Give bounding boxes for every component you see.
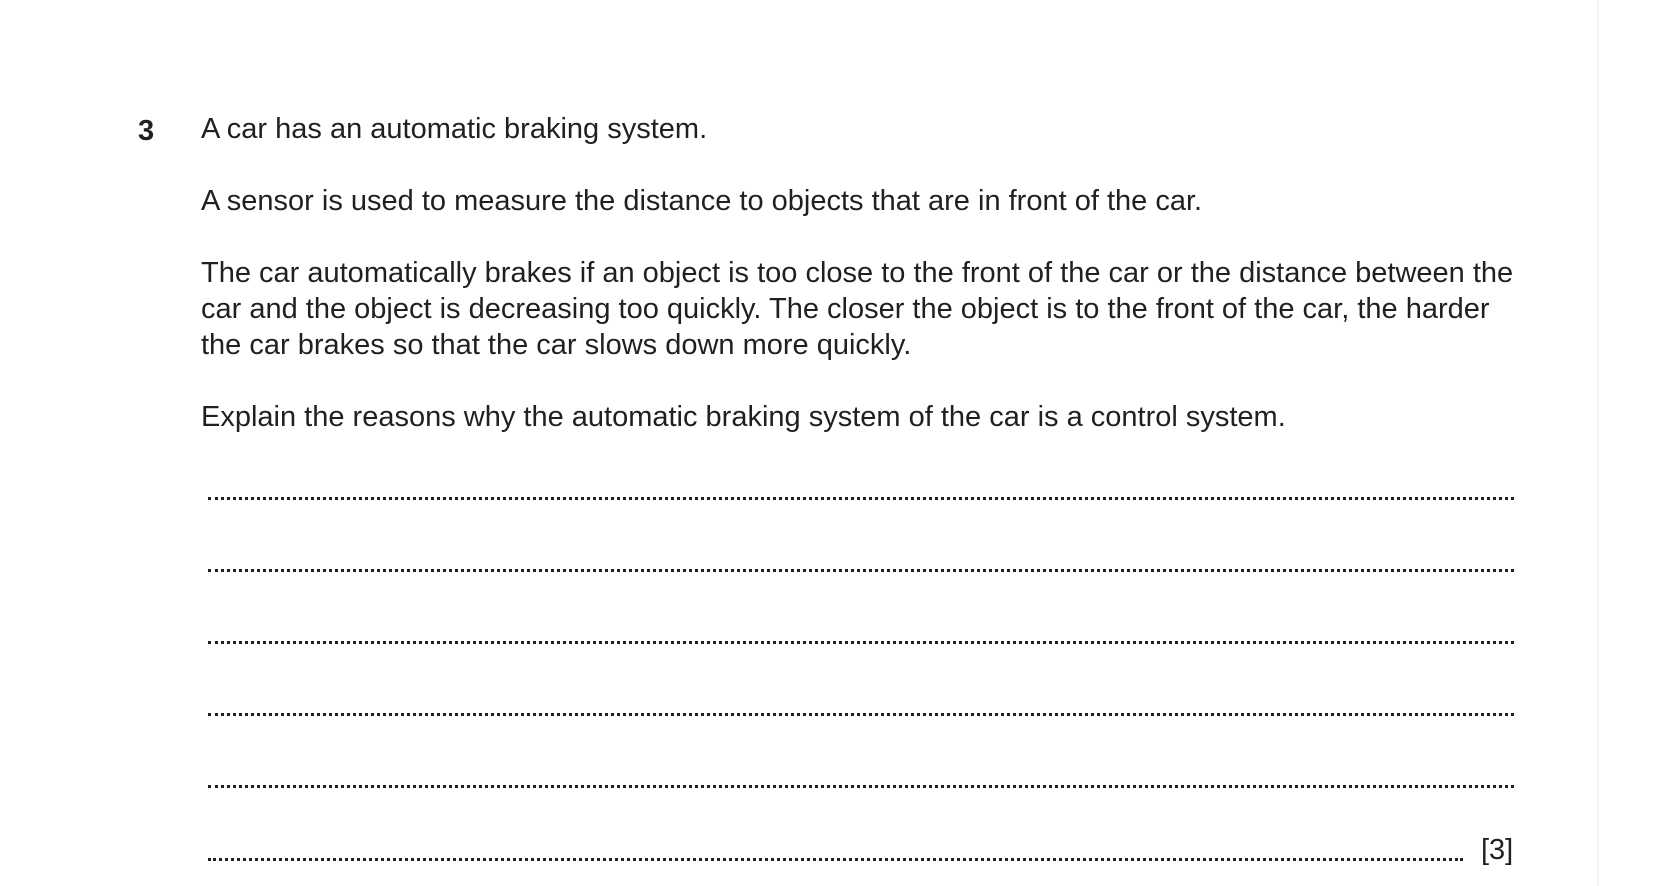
page-edge xyxy=(1597,0,1599,886)
question-intro: A car has an automatic braking system. xyxy=(201,113,708,145)
answer-line-2[interactable] xyxy=(208,569,1514,572)
answer-line-5[interactable] xyxy=(208,785,1514,788)
marks-label: [3] xyxy=(1481,834,1514,866)
question-sensor-info: A sensor is used to measure the distance to objects that are in front of the car. xyxy=(201,185,1203,217)
question-prompt: Explain the reasons why the automatic braking system of the car is a control system. xyxy=(201,401,1286,433)
answer-line-1[interactable] xyxy=(208,497,1514,500)
answer-line-6[interactable] xyxy=(208,858,1463,861)
question-braking-description: The car automatically brakes if an object is too close to the front of the car or the distance between the car and the object is decreasing too quickly. The closer the object is to the front of the car, the harder the car brakes so that the car slows down more quickly. xyxy=(201,257,1514,361)
answer-line-4[interactable] xyxy=(208,713,1514,716)
question-number: 3 xyxy=(138,115,155,147)
answer-line-3[interactable] xyxy=(208,641,1514,644)
